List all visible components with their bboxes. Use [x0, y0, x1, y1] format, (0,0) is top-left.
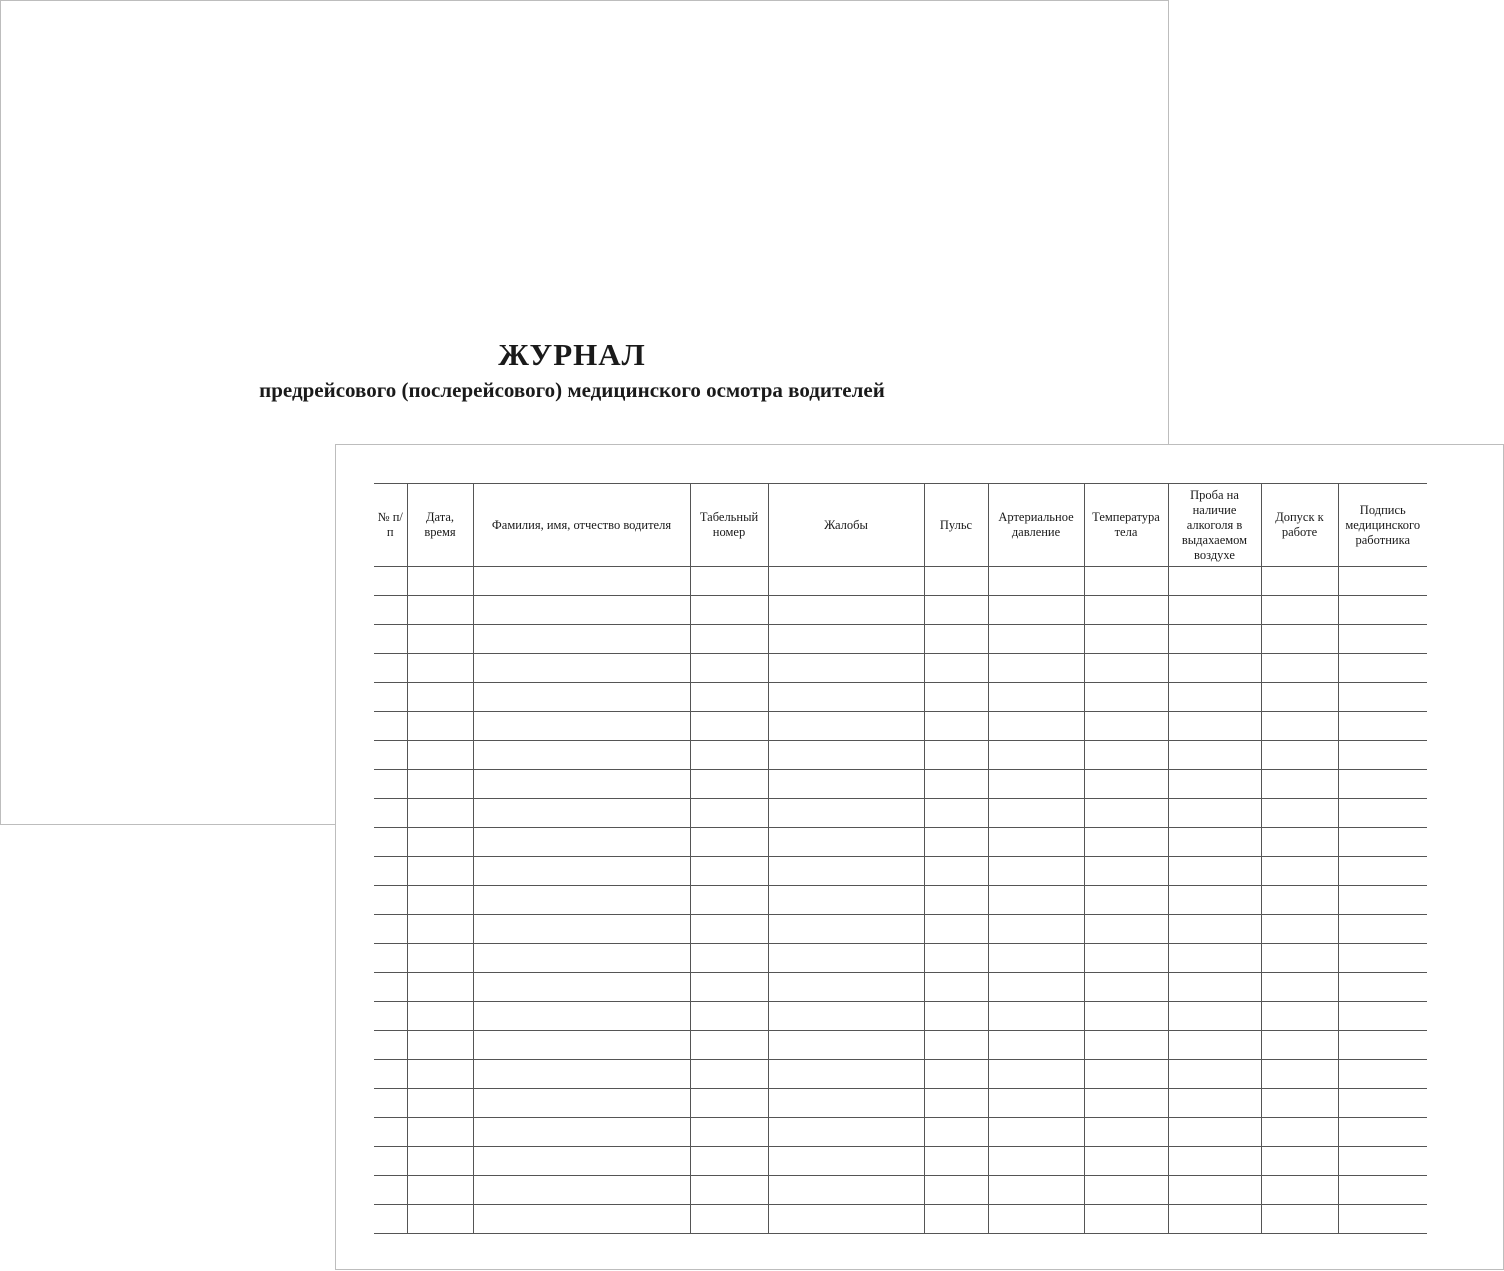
- table-cell: [690, 741, 768, 770]
- table-cell: [374, 944, 407, 973]
- table-cell: [690, 1002, 768, 1031]
- table-cell: [374, 915, 407, 944]
- table-cell: [374, 770, 407, 799]
- table-cell: [1338, 857, 1427, 886]
- table-cell: [473, 770, 690, 799]
- table-cell: [407, 1147, 473, 1176]
- table-cell: [924, 712, 988, 741]
- table-cell: [374, 567, 407, 596]
- table-cell: [473, 1118, 690, 1147]
- table-cell: [1084, 1118, 1168, 1147]
- table-cell: [690, 1176, 768, 1205]
- table-cell: [473, 625, 690, 654]
- table-cell: [1084, 1002, 1168, 1031]
- table-cell: [374, 712, 407, 741]
- table-cell: [473, 596, 690, 625]
- table-cell: [407, 886, 473, 915]
- table-cell: [1084, 944, 1168, 973]
- table-cell: [1261, 625, 1338, 654]
- table-cell: [1261, 654, 1338, 683]
- table-cell: [690, 857, 768, 886]
- table-cell: [1261, 1176, 1338, 1205]
- table-cell: [690, 944, 768, 973]
- table-cell: [374, 886, 407, 915]
- table-cell: [1338, 1031, 1427, 1060]
- table-cell: [690, 1118, 768, 1147]
- table-cell: [473, 857, 690, 886]
- table-cell: [407, 1205, 473, 1234]
- table-cell: [690, 770, 768, 799]
- table-cell: [374, 683, 407, 712]
- table-cell: [1338, 712, 1427, 741]
- table-cell: [924, 625, 988, 654]
- column-header-pulse: Пульс: [924, 484, 988, 567]
- table-cell: [407, 828, 473, 857]
- table-cell: [768, 567, 924, 596]
- table-cell: [768, 712, 924, 741]
- table-cell: [1338, 1002, 1427, 1031]
- table-cell: [988, 1060, 1084, 1089]
- table-cell: [768, 1031, 924, 1060]
- table-cell: [768, 886, 924, 915]
- table-cell: [473, 1089, 690, 1118]
- table-cell: [1338, 567, 1427, 596]
- table-cell: [924, 1002, 988, 1031]
- table-cell: [374, 1176, 407, 1205]
- table-cell: [407, 683, 473, 712]
- column-header-blood-pressure: Артериальное давление: [988, 484, 1084, 567]
- table-cell: [407, 1031, 473, 1060]
- table-row: [374, 915, 1427, 944]
- table-cell: [1261, 741, 1338, 770]
- table-cell: [1168, 741, 1261, 770]
- table-cell: [473, 1060, 690, 1089]
- table-cell: [768, 1205, 924, 1234]
- table-cell: [374, 1002, 407, 1031]
- column-header-alcohol-test: Проба на наличие алкоголя в выдахаемом воздухе: [1168, 484, 1261, 567]
- table-cell: [473, 1147, 690, 1176]
- table-cell: [690, 625, 768, 654]
- table-cell: [1084, 1060, 1168, 1089]
- table-cell: [924, 1147, 988, 1176]
- table-cell: [1261, 828, 1338, 857]
- table-cell: [1084, 654, 1168, 683]
- table-cell: [1168, 596, 1261, 625]
- table-cell: [1261, 1089, 1338, 1118]
- table-cell: [1084, 1205, 1168, 1234]
- table-cell: [690, 1060, 768, 1089]
- column-header-complaints: Жалобы: [768, 484, 924, 567]
- table-cell: [1261, 712, 1338, 741]
- table-row: [374, 1118, 1427, 1147]
- table-cell: [407, 1176, 473, 1205]
- table-row: [374, 567, 1427, 596]
- table-cell: [407, 654, 473, 683]
- table-cell: [988, 1089, 1084, 1118]
- table-cell: [690, 915, 768, 944]
- table-row: [374, 1060, 1427, 1089]
- table-row: [374, 683, 1427, 712]
- table-cell: [473, 799, 690, 828]
- table-cell: [374, 596, 407, 625]
- table-cell: [473, 741, 690, 770]
- table-cell: [374, 741, 407, 770]
- table-cell: [768, 799, 924, 828]
- table-row: [374, 1176, 1427, 1205]
- table-cell: [473, 915, 690, 944]
- table-cell: [1338, 973, 1427, 1002]
- table-cell: [988, 1118, 1084, 1147]
- table-cell: [988, 596, 1084, 625]
- table-row: [374, 886, 1427, 915]
- table-cell: [1338, 1147, 1427, 1176]
- table-cell: [473, 1031, 690, 1060]
- table-cell: [924, 1060, 988, 1089]
- table-cell: [1338, 654, 1427, 683]
- table-cell: [374, 1205, 407, 1234]
- table-cell: [924, 973, 988, 1002]
- table-cell: [1261, 973, 1338, 1002]
- table-cell: [1261, 683, 1338, 712]
- table-cell: [1261, 1147, 1338, 1176]
- journal-table-page: [335, 444, 1504, 1270]
- table-cell: [1168, 828, 1261, 857]
- table-cell: [1338, 1060, 1427, 1089]
- table-cell: [407, 1002, 473, 1031]
- table-cell: [924, 770, 988, 799]
- table-cell: [1084, 1176, 1168, 1205]
- table-cell: [407, 596, 473, 625]
- table-cell: [988, 741, 1084, 770]
- table-cell: [1261, 886, 1338, 915]
- table-cell: [1338, 596, 1427, 625]
- table-cell: [407, 915, 473, 944]
- table-cell: [374, 1118, 407, 1147]
- table-cell: [768, 1060, 924, 1089]
- table-cell: [988, 654, 1084, 683]
- table-cell: [988, 973, 1084, 1002]
- table-cell: [473, 886, 690, 915]
- table-cell: [1168, 1031, 1261, 1060]
- table-cell: [374, 857, 407, 886]
- table-cell: [1168, 712, 1261, 741]
- table-row: [374, 799, 1427, 828]
- table-cell: [988, 770, 1084, 799]
- table-cell: [1084, 712, 1168, 741]
- table-cell: [473, 828, 690, 857]
- table-cell: [1338, 1089, 1427, 1118]
- table-cell: [1084, 828, 1168, 857]
- table-cell: [988, 1176, 1084, 1205]
- table-cell: [924, 828, 988, 857]
- table-cell: [1084, 770, 1168, 799]
- table-cell: [1338, 944, 1427, 973]
- table-cell: [1084, 1031, 1168, 1060]
- table-row: [374, 1031, 1427, 1060]
- table-cell: [988, 683, 1084, 712]
- table-cell: [768, 1118, 924, 1147]
- table-cell: [1338, 741, 1427, 770]
- table-cell: [1261, 770, 1338, 799]
- table-row: [374, 1089, 1427, 1118]
- table-cell: [1338, 799, 1427, 828]
- table-cell: [374, 654, 407, 683]
- table-cell: [1261, 799, 1338, 828]
- table-cell: [1168, 625, 1261, 654]
- table-cell: [407, 625, 473, 654]
- table-header-row: [374, 484, 1427, 567]
- table-cell: [924, 1205, 988, 1234]
- table-cell: [374, 973, 407, 1002]
- table-cell: [407, 1118, 473, 1147]
- table-cell: [1338, 915, 1427, 944]
- table-cell: [1084, 1089, 1168, 1118]
- table-cell: [988, 625, 1084, 654]
- table-cell: [690, 886, 768, 915]
- table-row: [374, 1205, 1427, 1234]
- table-cell: [768, 828, 924, 857]
- table-cell: [768, 596, 924, 625]
- table-cell: [407, 741, 473, 770]
- table-cell: [473, 654, 690, 683]
- table-cell: [1168, 1002, 1261, 1031]
- table-cell: [924, 1089, 988, 1118]
- table-cell: [1261, 1002, 1338, 1031]
- table-cell: [374, 1089, 407, 1118]
- table-cell: [690, 683, 768, 712]
- table-cell: [1168, 973, 1261, 1002]
- table-cell: [473, 1176, 690, 1205]
- table-cell: [1338, 1118, 1427, 1147]
- table-cell: [1168, 915, 1261, 944]
- table-cell: [1168, 1060, 1261, 1089]
- medical-exam-log-table: [374, 483, 1427, 1234]
- table-cell: [988, 567, 1084, 596]
- table-cell: [1084, 886, 1168, 915]
- table-cell: [690, 654, 768, 683]
- table-cell: [768, 857, 924, 886]
- table-row: [374, 1002, 1427, 1031]
- table-cell: [1084, 799, 1168, 828]
- table-cell: [1338, 625, 1427, 654]
- table-cell: [1084, 857, 1168, 886]
- table-cell: [1168, 770, 1261, 799]
- table-row: [374, 944, 1427, 973]
- cover-title: ЖУРНАЛ: [498, 337, 646, 372]
- table-cell: [924, 1118, 988, 1147]
- table-cell: [690, 973, 768, 1002]
- table-cell: [407, 1089, 473, 1118]
- table-cell: [988, 712, 1084, 741]
- table-cell: [1168, 944, 1261, 973]
- table-cell: [1338, 770, 1427, 799]
- table-row: [374, 712, 1427, 741]
- table-cell: [1084, 915, 1168, 944]
- table-cell: [374, 1031, 407, 1060]
- table-cell: [1168, 567, 1261, 596]
- table-cell: [1168, 799, 1261, 828]
- table-row: [374, 857, 1427, 886]
- table-cell: [473, 567, 690, 596]
- table-cell: [473, 683, 690, 712]
- table-cell: [473, 1002, 690, 1031]
- table-row: [374, 625, 1427, 654]
- column-header-datetime: Дата, время: [407, 484, 473, 567]
- table-cell: [1168, 1205, 1261, 1234]
- table-cell: [924, 567, 988, 596]
- column-header-work-admission: Допуск к работе: [1261, 484, 1338, 567]
- table-cell: [473, 712, 690, 741]
- table-cell: [768, 741, 924, 770]
- table-cell: [1084, 625, 1168, 654]
- table-cell: [690, 712, 768, 741]
- table-cell: [924, 886, 988, 915]
- table-cell: [374, 1147, 407, 1176]
- table-cell: [768, 1147, 924, 1176]
- column-header-temperature: Температура тела: [1084, 484, 1168, 567]
- table-cell: [924, 1031, 988, 1060]
- table-cell: [1084, 973, 1168, 1002]
- column-header-personnel-number: Табельный номер: [690, 484, 768, 567]
- table-row: [374, 828, 1427, 857]
- table-row: [374, 654, 1427, 683]
- table-body: [374, 567, 1427, 1234]
- table-cell: [1084, 567, 1168, 596]
- table-cell: [988, 915, 1084, 944]
- table-cell: [768, 915, 924, 944]
- table-cell: [1084, 596, 1168, 625]
- table-cell: [1261, 596, 1338, 625]
- table-cell: [473, 1205, 690, 1234]
- table-cell: [924, 596, 988, 625]
- table-cell: [407, 1060, 473, 1089]
- table-cell: [768, 973, 924, 1002]
- table-cell: [924, 915, 988, 944]
- table-cell: [690, 1205, 768, 1234]
- table-cell: [768, 1089, 924, 1118]
- table-cell: [1338, 1205, 1427, 1234]
- table-cell: [407, 770, 473, 799]
- table-cell: [407, 973, 473, 1002]
- table-cell: [768, 654, 924, 683]
- table-cell: [407, 857, 473, 886]
- table-cell: [374, 1060, 407, 1089]
- table-cell: [988, 1002, 1084, 1031]
- table-cell: [988, 944, 1084, 973]
- table-cell: [1261, 944, 1338, 973]
- table-cell: [924, 1176, 988, 1205]
- table-cell: [407, 567, 473, 596]
- table-cell: [988, 1147, 1084, 1176]
- table-cell: [690, 567, 768, 596]
- table-cell: [988, 828, 1084, 857]
- table-cell: [1261, 567, 1338, 596]
- table-row: [374, 770, 1427, 799]
- table-cell: [690, 1147, 768, 1176]
- table-cell: [988, 799, 1084, 828]
- table-cell: [407, 712, 473, 741]
- table-cell: [768, 770, 924, 799]
- table-cell: [1084, 741, 1168, 770]
- table-cell: [473, 944, 690, 973]
- table-cell: [1261, 857, 1338, 886]
- table-cell: [768, 1002, 924, 1031]
- table-cell: [1261, 915, 1338, 944]
- table-cell: [924, 654, 988, 683]
- table-cell: [1261, 1118, 1338, 1147]
- table-cell: [924, 799, 988, 828]
- table-cell: [988, 886, 1084, 915]
- table-cell: [1338, 1176, 1427, 1205]
- table-cell: [924, 944, 988, 973]
- table-cell: [768, 683, 924, 712]
- table-cell: [1168, 1147, 1261, 1176]
- table-cell: [1261, 1205, 1338, 1234]
- table-cell: [407, 944, 473, 973]
- table-cell: [1084, 1147, 1168, 1176]
- table-cell: [1338, 683, 1427, 712]
- table-cell: [690, 828, 768, 857]
- column-header-driver-name: Фамилия, имя, отчество водителя: [473, 484, 690, 567]
- table-cell: [1261, 1060, 1338, 1089]
- table-cell: [1168, 1089, 1261, 1118]
- table-cell: [1168, 654, 1261, 683]
- table-cell: [1168, 1176, 1261, 1205]
- table-cell: [768, 1176, 924, 1205]
- table-cell: [768, 944, 924, 973]
- table-cell: [690, 1031, 768, 1060]
- table-cell: [374, 625, 407, 654]
- table-row: [374, 596, 1427, 625]
- table-cell: [988, 857, 1084, 886]
- table-cell: [1338, 886, 1427, 915]
- table-cell: [690, 1089, 768, 1118]
- table-cell: [690, 596, 768, 625]
- table-row: [374, 741, 1427, 770]
- table-cell: [988, 1031, 1084, 1060]
- table-cell: [1168, 857, 1261, 886]
- table-row: [374, 973, 1427, 1002]
- table-cell: [924, 857, 988, 886]
- table-cell: [1168, 1118, 1261, 1147]
- table-cell: [374, 828, 407, 857]
- table-cell: [1084, 683, 1168, 712]
- table-cell: [1338, 828, 1427, 857]
- table-cell: [690, 799, 768, 828]
- cover-subtitle: предрейсового (послерейсового) медицинского осмотра водителей: [259, 378, 885, 402]
- column-header-medic-signature: Подпись медицинского работника: [1338, 484, 1427, 567]
- table-cell: [473, 973, 690, 1002]
- table-cell: [1168, 886, 1261, 915]
- table-cell: [924, 741, 988, 770]
- table-cell: [768, 625, 924, 654]
- table-row: [374, 1147, 1427, 1176]
- table-cell: [1261, 1031, 1338, 1060]
- column-header-number: № п/п: [374, 484, 407, 567]
- table-cell: [924, 683, 988, 712]
- table-cell: [407, 799, 473, 828]
- table-cell: [374, 799, 407, 828]
- table-cell: [988, 1205, 1084, 1234]
- table-cell: [1168, 683, 1261, 712]
